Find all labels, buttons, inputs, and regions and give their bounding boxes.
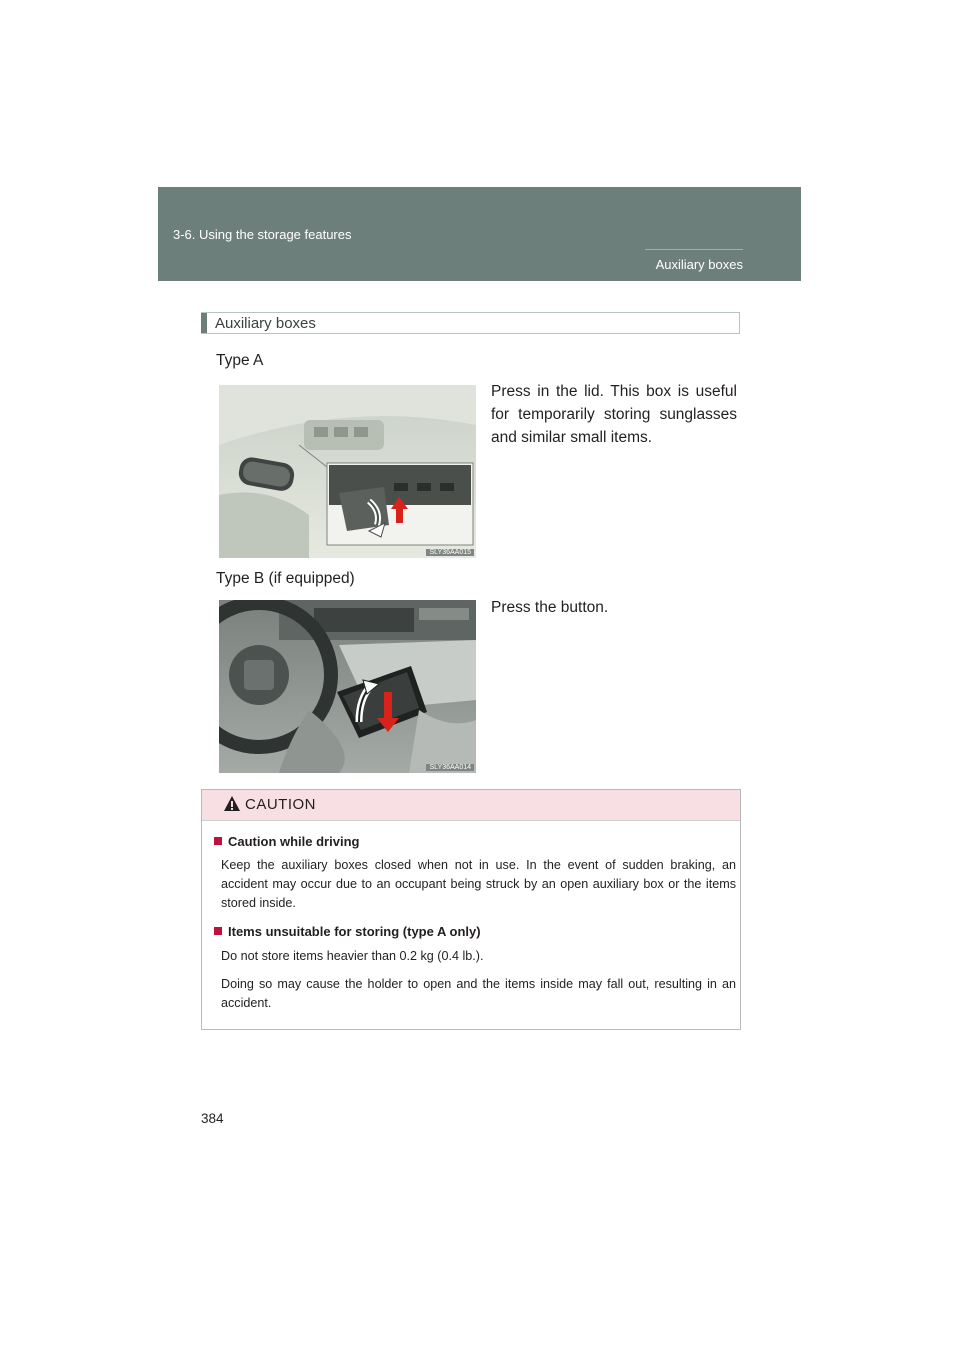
section-title-bar <box>201 312 740 334</box>
warning-icon <box>223 795 241 812</box>
chapter-title: 3-6. Using the storage features <box>173 227 352 242</box>
caution-paragraph: Keep the auxiliary boxes closed when not in use. In the event of sudden braking, an accident may occur due to an occupant being struck by an open auxiliary box or the items stored inside. <box>221 858 736 910</box>
caution-paragraph: Doing so may cause the holder to open and the items inside may fall out, resulting in an accident. <box>221 977 736 1010</box>
caution-title: CAUTION <box>245 796 316 813</box>
type-a-image-code: SLY36AA015 <box>426 549 474 556</box>
section-title: Auxiliary boxes <box>215 315 316 332</box>
page-header <box>158 187 801 281</box>
caution-header <box>202 790 740 821</box>
type-a-image <box>219 385 476 558</box>
type-b-image <box>219 600 476 773</box>
red-square-bullet-icon <box>214 927 222 935</box>
caution-heading-items: Items unsuitable for storing (type A only) <box>214 924 481 939</box>
section-name: Auxiliary boxes <box>655 257 743 272</box>
red-square-bullet-icon <box>214 837 222 845</box>
type-b-description: Press the button. <box>491 599 609 616</box>
caution-box <box>201 789 741 1030</box>
caution-paragraph: Do not store items heavier than 0.2 kg (0.4 lb.). <box>221 949 484 963</box>
page-number: 384 <box>201 1111 224 1126</box>
type-b-label: Type B (if equipped) <box>216 570 355 587</box>
section-title-accent <box>201 313 207 333</box>
type-b-image-code: SLY36AA014 <box>426 764 474 771</box>
caution-heading-driving: Caution while driving <box>214 834 359 849</box>
header-rule <box>645 249 743 250</box>
type-a-description: Press in the lid. This box is useful for temporarily storing sunglasses and similar small items. <box>491 383 737 446</box>
type-a-label: Type A <box>216 352 264 369</box>
